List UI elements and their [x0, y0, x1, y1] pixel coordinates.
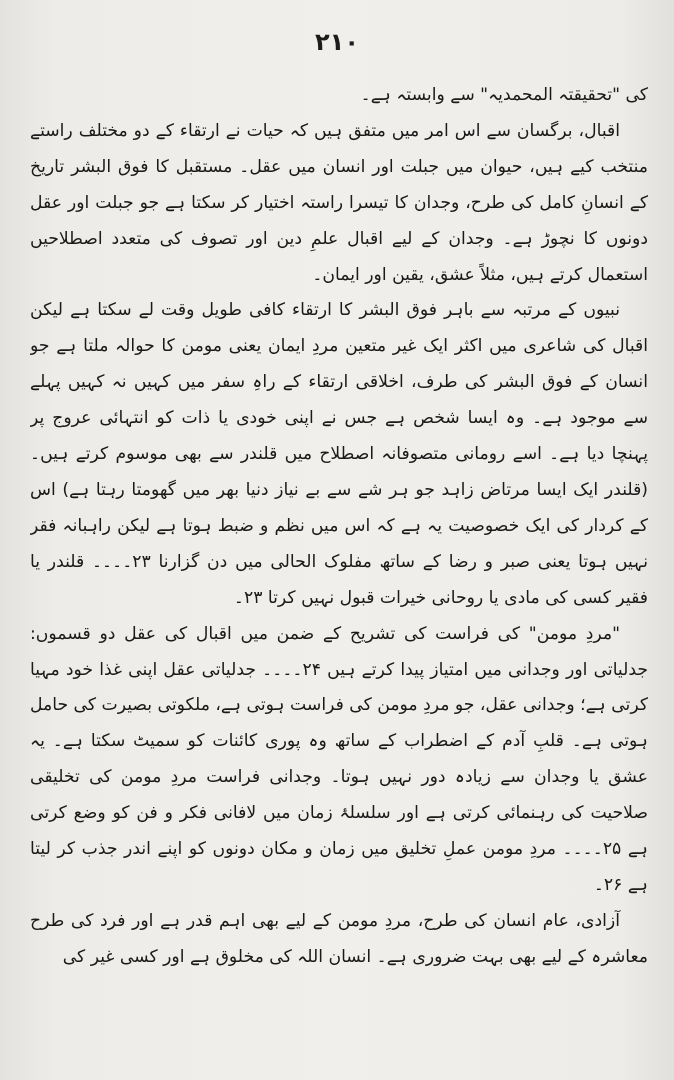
paragraph-qalandar: نبیوں کے مرتبہ سے باہر فوق البشر کا ارتقاء کافی طویل وقت لے سکتا ہے لیکن اقبال کی شاعری میں اکثر ایک غیر متعین مردِ ایمان یعنی مومن کا حوالہ ملتا ہے جو انسان کے فوق البشر کی طرف، اخلاقی ارتقاء کے راہِ سفر میں کہیں نہ کہیں پہلے سے موجود ہے۔ وہ ایسا شخص ہے جس نے اپنی خودی یا ذات کو انتہائی عروج پر پہنچا دیا ہے۔ اسے رومانی متصوفانہ اصطلاح میں قلندر سے بھی موسوم کرتے ہیں۔ (قلندر ایک ایسا مرتاض زاہد جو ہر شے سے بے نیاز دنیا بھر میں گھومتا رہتا ہے) اس کے کردار کی ایک خصوصیت یہ ہے کہ اس میں نظم و ضبط ہوتا ہے لیکن راہبانہ فقر نہیں ہوتا یعنی صبر و رضا کے ساتھ مفلوک الحالی میں دن گزارنا ۲۳۔۔۔۔ قلندر یا فقیر کسی کی مادی یا روحانی خیرات قبول نہیں کرتا ۲۳۔: [30, 300, 648, 608]
paragraph-iqbal-bergson: اقبال، برگسان سے اس امر میں متفق ہیں کہ حیات نے ارتقاء کے دو مختلف راستے منتخب کیے ہیں، حیوان میں جبلت اور انسان میں عقل۔ مستقبل کا فوق البشر تاریخ کے انسانِ کامل کی طرح، وجدان کا تیسرا راستہ اختیار کر سکتا ہے جو جبلت اور عقل دونوں کا نچوڑ ہے۔ وجدان کے لیے اقبال علمِ دین اور تصوف کی متعدد اصطلاحیں استعمال کرتے ہیں، مثلاً عشق، یقین اور ایمان۔: [30, 120, 648, 285]
page-number: ۲۱۰: [315, 28, 359, 56]
page-body-text: [30, 78, 648, 1068]
paragraph-freedom: آزادی، عام انسان کی طرح، مردِ مومن کے لیے بھی اہم قدر ہے اور فرد کی طرح معاشرہ کے لیے بھی بہت ضروری ہے۔ انسان اللہ کی مخلوق ہے اور کسی غیر کی: [30, 910, 648, 967]
paragraph-continuation: کی "تحقیقتہ المحمدیہ" سے وابستہ ہے۔: [360, 85, 648, 105]
paragraph-mard-e-momin-intellect: "مردِ مومن" کی فراست کی تشریح کے ضمن میں اقبال کی عقل دو قسموں: جدلیاتی اور وجدانی میں امتیاز پیدا کرتے ہیں ۲۴۔۔۔۔ جدلیاتی عقل اپنی غذا خود مہیا کرتی ہے؛ وجدانی عقل، جو مردِ مومن کی فراست ہوتی ہے، ملکوتی بصیرت کی حامل ہوتی ہے۔ قلبِ آدم کے اضطراب کے ساتھ وہ پوری کائنات کو سمیٹ سکتا ہے۔ یہ عشق یا وجدان سے زیادہ دور نہیں ہوتا۔ وجدانی فراست مردِ مومن کی تخلیقی صلاحیت کی رہنمائی کرتی ہے اور سلسلۂ زمان میں لافانی فکر و فن کو وضع کرتی ہے ۲۵۔۔۔۔ مردِ مومن عملِ تخلیق میں زمان و مکان دونوں کو اپنے اندر جذب کر لیتا ہے ۲۶۔: [30, 623, 648, 895]
